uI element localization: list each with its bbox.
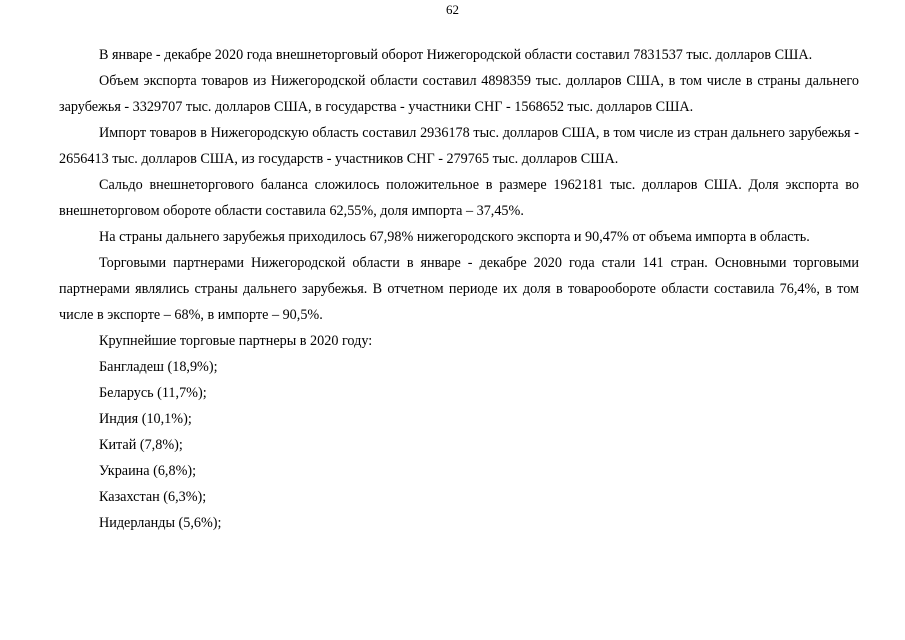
list-item: Бангладеш (18,9%); [99,359,218,375]
document-body [59,42,859,536]
page-number: 62 [446,2,459,17]
paragraph-largest-partners-heading: Крупнейшие торговые партнеры в 2020 году: [99,333,373,349]
partners-list [59,354,859,536]
paragraph-balance: Сальдо внешнеторгового баланса сложилось положительное в размере 1962181 тыс. долларов США. Доля экспорта во внешнеторговом обороте области составила 62,55%, доля импорта – 37,45%. [59,177,859,219]
list-item: Индия (10,1%); [99,411,192,427]
paragraph-import: Импорт товаров в Нижегородскую область составил 2936178 тыс. долларов США, в том числе из стран дальнего зарубежья - 2656413 тыс. долларов США, из государств - участников СНГ - 279765 тыс. долларов США. [59,125,859,167]
list-item: Беларусь (11,7%); [99,385,207,401]
paragraph-trade-partners: Торговыми партнерами Нижегородской области в январе - декабре 2020 года стали 141 стран. Основными торговыми партнерами являлись страны дальнего зарубежья. В отчетном периоде их доля в товарообороте области составила 76,4%, в том числе в экспорте – 68%, в импорте – 90,5%. [59,255,859,323]
paragraph-far-abroad-share: На страны дальнего зарубежья приходилось 67,98% нижегородского экспорта и 90,47% от объема импорта в область. [99,229,810,245]
list-item: Украина (6,8%); [99,463,197,479]
paragraph-export: Объем экспорта товаров из Нижегородской области составил 4898359 тыс. долларов США, в том числе в страны дальнего зарубежья - 3329707 тыс. долларов США, в государства - участники СНГ - 1568652 тыс. долларов США. [59,73,859,115]
list-item: Казахстан (6,3%); [99,489,207,505]
list-item: Китай (7,8%); [99,437,183,453]
list-item: Нидерланды (5,6%); [99,515,222,531]
paragraph-trade-turnover: В январе - декабре 2020 года внешнеторговый оборот Нижегородской области составил 7831537 тыс. долларов США. [99,47,813,63]
